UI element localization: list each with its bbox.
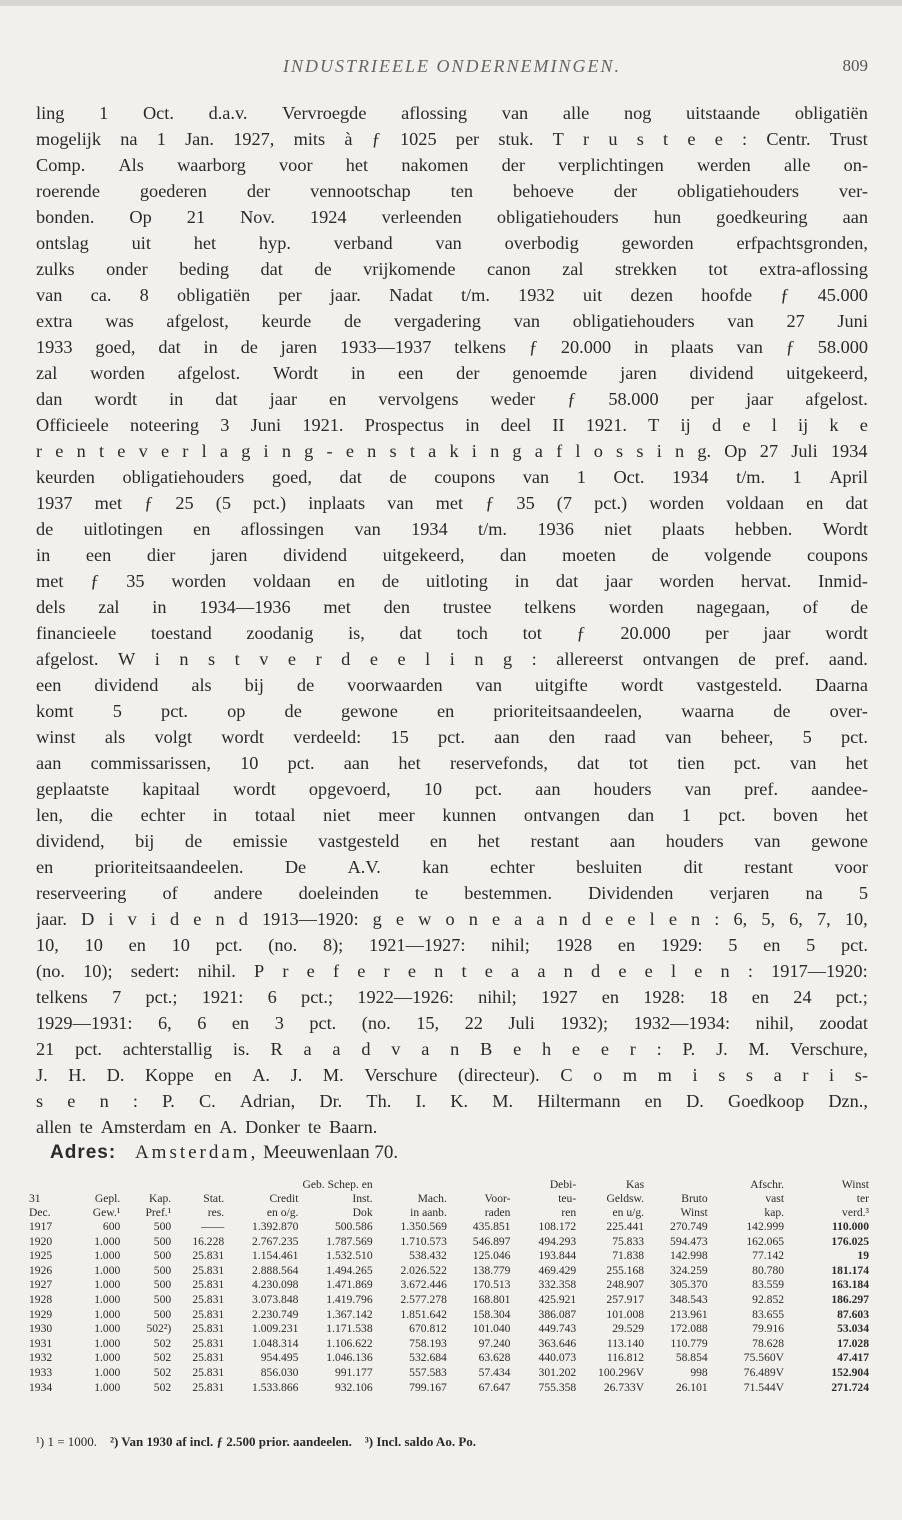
- body-line: Comp. Als waarborg voor het nakomen der verplichtingen werden alle on-: [36, 155, 868, 175]
- table-header-cell: Geb. Schep. en: [302, 1178, 373, 1191]
- table-cell: 2.230.749: [252, 1307, 299, 1321]
- table-cell: 25.831: [192, 1307, 225, 1321]
- table-cell: 670.812: [409, 1322, 447, 1336]
- table-footnotes: [36, 1434, 868, 1450]
- table-cell: 170.513: [472, 1278, 511, 1292]
- table-cell: 500: [153, 1263, 172, 1277]
- body-line: Officieele noteering 3 Juni 1921. Prospectus in deel II 1921. T ij d e l ij k e: [36, 415, 868, 435]
- table-cell: 79.916: [752, 1322, 785, 1336]
- body-line: reserveering of andere doeleinden te bestemmen. Dividenden verjaren na 5: [36, 883, 868, 903]
- table-cell: 271.724: [831, 1380, 869, 1394]
- table-cell: 17.028: [837, 1336, 869, 1350]
- document-page: [29, 0, 869, 1520]
- table-cell: 47.417: [837, 1351, 869, 1365]
- table-cell: 172.088: [670, 1322, 708, 1336]
- table-header-row: [28, 1192, 870, 1206]
- body-line: allen te Amsterdam en A. Donker te Baarn.: [36, 1117, 378, 1137]
- table-cell: 110.779: [670, 1336, 708, 1350]
- table-cell: 1.000: [94, 1351, 121, 1365]
- body-line: winst als volgt wordt verdeeld: 15 pct. aan den raad van beheer, 5 pct.: [36, 727, 868, 747]
- table-header-cell: [172, 1178, 225, 1192]
- table-cell: 1.000: [94, 1322, 121, 1336]
- body-line: 10, 10 en 10 pct. (no. 8); 1921—1927: nihil; 1928 en 1929: 5 en 5 pct.: [36, 935, 868, 955]
- table-cell: 1.000: [94, 1234, 121, 1248]
- table-cell: 1925: [29, 1249, 53, 1263]
- table-cell: 502: [153, 1380, 172, 1394]
- table-cell: 1.000: [94, 1380, 121, 1394]
- table-cell: 71.544V: [743, 1380, 785, 1394]
- table-cell: 142.998: [670, 1249, 708, 1263]
- body-line: een dividend als bij de voorwaarden van uitgifte wordt vastgesteld. Daarna: [36, 675, 868, 695]
- table-cell: 75.560V: [743, 1351, 785, 1365]
- table-cell: 2.767.235: [252, 1234, 299, 1248]
- table-cell: 1.009.231: [252, 1322, 299, 1336]
- table-header-cell: raden: [484, 1206, 511, 1219]
- table-header-cell: Mach.: [417, 1192, 447, 1205]
- table-cell: 1.000: [94, 1263, 121, 1277]
- table-header-cell: [374, 1178, 448, 1192]
- table-cell: 1.494.265: [326, 1263, 373, 1277]
- table-cell: 1933: [29, 1365, 53, 1379]
- table-header-cell: Voor-: [484, 1192, 511, 1205]
- table-cell: 270.749: [670, 1220, 708, 1233]
- table-cell: 1.392.870: [252, 1220, 299, 1233]
- table-header: [28, 1178, 870, 1220]
- table-cell: 29.529: [612, 1322, 645, 1336]
- body-line: in een dier jaren dividend uitgekeerd, dan moeten de volgende coupons: [36, 545, 868, 565]
- address-label: Adres:: [50, 1142, 117, 1163]
- table-header-cell: Stat.: [203, 1192, 225, 1205]
- table-cell: 991.177: [334, 1365, 373, 1379]
- table-header-row: [28, 1178, 870, 1192]
- table-row: [28, 1264, 870, 1279]
- table-row: [28, 1235, 870, 1250]
- table-cell: 557.583: [409, 1365, 447, 1379]
- table-cell: 594.473: [670, 1234, 708, 1248]
- body-line: ling 1 Oct. d.a.v. Vervroegde aflossing van alle nog uitstaande obligatiën: [36, 103, 868, 123]
- table-cell: 1927: [29, 1278, 53, 1292]
- table-cell: 500: [153, 1278, 172, 1292]
- table-cell: 1.046.136: [326, 1351, 373, 1365]
- table-cell: 168.801: [472, 1292, 511, 1306]
- table-header-cell: res.: [207, 1206, 225, 1219]
- table-cell: 26.733V: [603, 1380, 645, 1394]
- table-cell: 152.904: [831, 1365, 869, 1379]
- table-cell: 500: [153, 1234, 172, 1248]
- table-cell: 71.838: [612, 1249, 645, 1263]
- table-header-cell: Afschr.: [750, 1178, 785, 1191]
- table-cell: 932.106: [334, 1380, 373, 1394]
- table-cell: 758.193: [409, 1336, 447, 1350]
- table-header-cell: [448, 1178, 512, 1192]
- table-cell: 113.140: [606, 1336, 645, 1350]
- table-cell: 1931: [29, 1336, 53, 1350]
- table-header-cell: teu-: [558, 1192, 577, 1205]
- table-cell: 500: [153, 1307, 172, 1321]
- table-cell: 19: [857, 1249, 869, 1263]
- body-line: 21 pct. achterstallig is. R a a d v a n B e h e e r : P. J. M. Verschure,: [36, 1039, 868, 1059]
- page-number: 809: [842, 56, 868, 75]
- table-cell: 532.684: [409, 1351, 447, 1365]
- footnote-2: ²) Van 1930 af incl. ƒ 2.500 prior. aandeelen.: [110, 1434, 352, 1449]
- table-cell: 25.831: [192, 1249, 225, 1263]
- table-cell: 1.367.142: [326, 1307, 373, 1321]
- body-line: roerende goederen der vennootschap ten behoeve der obligatiehouders ver-: [36, 181, 868, 201]
- table-cell: 25.831: [192, 1351, 225, 1365]
- table-cell: 255.168: [606, 1263, 645, 1277]
- table-cell: 3.672.446: [400, 1278, 447, 1292]
- body-line: 1933 goed, dat in de jaren 1933—1937 telkens ƒ 20.000 in plaats van ƒ 58.000: [36, 337, 868, 357]
- table-header-cell: ren: [561, 1206, 577, 1219]
- table-row: [28, 1366, 870, 1381]
- table-cell: 193.844: [538, 1249, 577, 1263]
- body-line: ontslag uit het hyp. verband van overbodig geworden erfpachtsgronden,: [36, 233, 868, 253]
- table-header-cell: kap.: [764, 1206, 785, 1219]
- table-cell: 1.000: [94, 1278, 121, 1292]
- table-cell: 500: [153, 1292, 172, 1306]
- table-cell: 83.655: [752, 1307, 785, 1321]
- table-header-cell: [645, 1178, 709, 1192]
- table-header-cell: Kas: [626, 1178, 645, 1191]
- table-cell: 1929: [29, 1307, 53, 1321]
- body-line: van ca. 8 obligatiën per jaar. Nadat t/m. 1932 uit dezen hoofde ƒ 45.000: [36, 285, 868, 305]
- body-line: afgelost. W i n s t v e r d e e l i n g : allereerst ontvangen de pref. aand.: [36, 649, 868, 669]
- table-cell: 176.025: [831, 1234, 869, 1248]
- table-header-cell: Inst.: [352, 1192, 373, 1205]
- table-cell: 538.432: [409, 1249, 447, 1263]
- table-cell: 181.174: [831, 1263, 869, 1277]
- table-cell: 57.434: [478, 1365, 511, 1379]
- table-header-cell: in aanb.: [410, 1206, 447, 1219]
- table-header-cell: 31: [29, 1192, 41, 1205]
- table-cell: 1.419.796: [326, 1292, 373, 1306]
- table-cell: 142.999: [746, 1220, 785, 1233]
- table-row: [28, 1249, 870, 1264]
- table-cell: 25.831: [192, 1365, 225, 1379]
- running-title: INDUSTRIEELE ONDERNEMINGEN.: [283, 56, 621, 76]
- table-cell: 1928: [29, 1292, 53, 1306]
- table-cell: 163.184: [831, 1278, 869, 1292]
- table-header-cell: Geldsw.: [606, 1192, 645, 1205]
- body-line: 1937 met ƒ 25 (5 pct.) inplaats van met ƒ 35 (7 pct.) worden voldaan en dat: [36, 493, 868, 513]
- body-line: de uitlotingen en aflossingen van 1934 t/m. 1936 niet plaats hebben. Wordt: [36, 519, 868, 539]
- table-cell: 1.851.642: [400, 1307, 447, 1321]
- table-cell: 1.171.538: [326, 1322, 373, 1336]
- table-cell: 324.259: [670, 1263, 708, 1277]
- table-row: [28, 1351, 870, 1366]
- table-cell: 1.532.510: [326, 1249, 373, 1263]
- table-header-cell: en o/g.: [266, 1206, 299, 1219]
- table-cell: 500.586: [334, 1220, 373, 1233]
- table-cell: 97.240: [478, 1336, 511, 1350]
- body-line: en prioriteitsaandeelen. De A.V. kan echter besluiten dit restant voor: [36, 857, 868, 877]
- body-line: telkens 7 pct.; 1921: 6 pct.; 1922—1926: nihil; 1927 en 1928: 18 en 24 pct.;: [36, 987, 868, 1007]
- body-line: met ƒ 35 worden voldaan en de uitloting in dat jaar worden hervat. Inmid-: [36, 571, 868, 591]
- table-header-cell: Kap.: [148, 1192, 172, 1205]
- table-cell: 755.358: [538, 1380, 577, 1394]
- table-cell: 1.533.866: [252, 1380, 299, 1394]
- table-cell: ——: [201, 1220, 225, 1233]
- table-cell: 1920: [29, 1234, 53, 1248]
- table-cell: 494.293: [538, 1234, 577, 1248]
- table-cell: 502: [153, 1351, 172, 1365]
- table-cell: 1.048.314: [252, 1336, 299, 1350]
- table-header-cell: Dok: [352, 1206, 373, 1219]
- table-cell: 2.026.522: [400, 1263, 447, 1277]
- table-body: [28, 1220, 870, 1395]
- address-street: Meeuwenlaan 70.: [263, 1142, 399, 1163]
- table-cell: 1.710.573: [400, 1234, 447, 1248]
- table-row: [28, 1220, 870, 1235]
- table-cell: 1932: [29, 1351, 53, 1365]
- table-cell: 4.230.098: [252, 1278, 299, 1292]
- body-line: (no. 10); sedert: nihil. P r e f e r e n t e a a n d e e l e n : 1917—1920:: [36, 961, 868, 981]
- table-cell: 799.167: [409, 1380, 447, 1394]
- table-header-cell: [121, 1178, 172, 1192]
- table-cell: 87.603: [837, 1307, 869, 1321]
- table-cell: 856.030: [260, 1365, 299, 1379]
- table-cell: 1930: [29, 1322, 53, 1336]
- table-cell: 1.787.569: [326, 1234, 373, 1248]
- table-cell: 108.172: [538, 1220, 577, 1233]
- table-cell: 435.851: [472, 1220, 511, 1233]
- table-cell: 25.831: [192, 1336, 225, 1350]
- table-cell: 25.831: [192, 1322, 225, 1336]
- table-header-cell: Winst: [680, 1206, 708, 1219]
- footnote-1: ¹) 1 = 1000.: [36, 1434, 98, 1449]
- table-cell: 2.888.564: [252, 1263, 299, 1277]
- financial-table-wrap: [28, 1178, 870, 1395]
- table-cell: 1.000: [94, 1307, 121, 1321]
- body-line: s e n : P. C. Adrian, Dr. Th. I. K. M. Hiltermann en D. Goedkoop Dzn.,: [36, 1091, 868, 1111]
- table-cell: 225.441: [606, 1220, 645, 1233]
- table-cell: 500: [153, 1220, 172, 1233]
- table-cell: 63.628: [478, 1351, 511, 1365]
- financial-table: [28, 1178, 870, 1395]
- table-header-cell: en u/g.: [612, 1206, 645, 1219]
- body-line: extra was afgelost, keurde de vergadering van obligatiehouders van 27 Juni: [36, 311, 868, 331]
- table-header-cell: Credit: [269, 1192, 299, 1205]
- body-line: keurden obligatiehouders goed, dat de coupons van 1 Oct. 1934 t/m. 1 April: [36, 467, 868, 487]
- table-row: [28, 1293, 870, 1308]
- table-cell: 1926: [29, 1263, 53, 1277]
- table-cell: 67.647: [478, 1380, 511, 1394]
- table-cell: 1.471.869: [326, 1278, 373, 1292]
- table-cell: 600: [102, 1220, 121, 1233]
- table-cell: 386.087: [538, 1307, 577, 1321]
- table-cell: 363.646: [538, 1336, 577, 1350]
- table-cell: 305.370: [670, 1278, 708, 1292]
- body-text: [36, 100, 868, 1140]
- table-cell: 125.046: [472, 1249, 511, 1263]
- body-line: geplaatste kapitaal wordt opgevoerd, 10 pct. aan houders van pref. aandee-: [36, 779, 868, 799]
- table-cell: 998: [690, 1365, 708, 1379]
- table-cell: 25.831: [192, 1263, 225, 1277]
- table-header-cell: [28, 1178, 70, 1192]
- table-cell: 502²): [146, 1322, 172, 1336]
- body-line: len, die echter in totaal niet meer kunnen ontvangen dan 1 pct. boven het: [36, 805, 868, 825]
- table-cell: 1.000: [94, 1249, 121, 1263]
- page-header: [36, 56, 868, 86]
- table-cell: 138.779: [472, 1263, 511, 1277]
- table-row: [28, 1337, 870, 1352]
- table-cell: 213.961: [670, 1307, 708, 1321]
- body-line: J. H. D. Koppe en A. J. M. Verschure (directeur). C o m m i s s a r i s-: [36, 1065, 868, 1085]
- table-cell: 1.154.461: [252, 1249, 299, 1263]
- body-line: komt 5 pct. op de gewone en prioriteitsaandeelen, waarna de over-: [36, 701, 868, 721]
- table-cell: 16.228: [192, 1234, 225, 1248]
- table-cell: 25.831: [192, 1380, 225, 1394]
- table-header-cell: Gepl.: [94, 1192, 121, 1205]
- table-cell: 101.008: [606, 1307, 645, 1321]
- table-row: [28, 1278, 870, 1293]
- table-cell: 449.743: [538, 1322, 577, 1336]
- table-cell: 954.495: [260, 1351, 299, 1365]
- table-cell: 332.358: [538, 1278, 577, 1292]
- table-cell: 186.297: [831, 1292, 869, 1306]
- table-cell: 58.854: [675, 1351, 708, 1365]
- table-cell: 100.296V: [598, 1365, 645, 1379]
- table-cell: 25.831: [192, 1292, 225, 1306]
- table-cell: 2.577.278: [400, 1292, 447, 1306]
- table-header-cell: verd.³: [842, 1206, 869, 1219]
- body-line: 1929—1931: 6, 6 en 3 pct. (no. 15, 22 Juli 1932); 1932—1934: nihil, zoodat: [36, 1013, 868, 1033]
- body-line: mogelijk na 1 Jan. 1927, mits à ƒ 1025 per stuk. T r u s t e e : Centr. Trust: [36, 129, 868, 149]
- table-cell: 116.812: [606, 1351, 645, 1365]
- footnote-3: ³) Incl. saldo Ao. Po.: [364, 1434, 477, 1449]
- table-cell: 469.429: [538, 1263, 577, 1277]
- table-cell: 101.040: [472, 1322, 511, 1336]
- table-cell: 1917: [29, 1220, 53, 1233]
- address-city: Amsterdam,: [134, 1142, 259, 1163]
- table-cell: 53.034: [837, 1322, 869, 1336]
- table-row: [28, 1308, 870, 1323]
- table-header-cell: Gew.¹: [92, 1206, 121, 1219]
- table-header-cell: Dec.: [29, 1206, 51, 1219]
- table-cell: 76.489V: [743, 1365, 785, 1379]
- table-cell: 257.917: [606, 1292, 645, 1306]
- body-line: jaar. D i v i d e n d 1913—1920: g e w o n e a a n d e e l e n : 6, 5, 6, 7, 10,: [36, 909, 868, 929]
- table-cell: 77.142: [752, 1249, 785, 1263]
- table-row: [28, 1322, 870, 1337]
- table-cell: 301.202: [538, 1365, 577, 1379]
- table-header-cell: Debi-: [549, 1178, 577, 1191]
- table-cell: 500: [153, 1249, 172, 1263]
- table-cell: 425.921: [538, 1292, 577, 1306]
- table-cell: 1.350.569: [400, 1220, 447, 1233]
- table-cell: 75.833: [612, 1234, 645, 1248]
- table-cell: 248.907: [606, 1278, 645, 1292]
- table-cell: 158.304: [472, 1307, 511, 1321]
- table-cell: 1.106.622: [326, 1336, 373, 1350]
- table-header-cell: [70, 1178, 121, 1192]
- table-cell: 502: [153, 1365, 172, 1379]
- table-cell: 80.780: [752, 1263, 785, 1277]
- body-line: zulks onder beding dat de vrijkomende canon zal strekken tot extra-aflossing: [36, 259, 868, 279]
- table-cell: 440.073: [538, 1351, 577, 1365]
- table-cell: 546.897: [472, 1234, 511, 1248]
- table-cell: 502: [153, 1336, 172, 1350]
- table-cell: 110.000: [831, 1220, 869, 1233]
- table-header-row: [28, 1206, 870, 1220]
- body-line: dividend, bij de emissie vastgesteld en het restant aan houders van gewone: [36, 831, 868, 851]
- table-cell: 348.543: [670, 1292, 708, 1306]
- table-header-cell: ter: [856, 1192, 869, 1205]
- table-cell: 3.073.848: [252, 1292, 299, 1306]
- table-header-cell: [225, 1178, 299, 1192]
- table-cell: 1.000: [94, 1292, 121, 1306]
- body-line: aan commissarissen, 10 pct. aan het reservefonds, dat tot tien pct. van het: [36, 753, 868, 773]
- table-cell: 1.000: [94, 1336, 121, 1350]
- body-line: financieele toestand zoodanig is, dat toch tot ƒ 20.000 per jaar wordt: [36, 623, 868, 643]
- table-header-cell: Bruto: [681, 1192, 708, 1205]
- body-line: zal worden afgelost. Wordt in een der genoemde jaren dividend uitgekeerd,: [36, 363, 868, 383]
- address-line: [50, 1142, 868, 1172]
- table-cell: 26.101: [675, 1380, 708, 1394]
- table-header-cell: Winst: [841, 1178, 869, 1191]
- body-line: bonden. Op 21 Nov. 1924 verleenden obligatiehouders hun goedkeuring aan: [36, 207, 868, 227]
- table-header-cell: vast: [765, 1192, 785, 1205]
- table-cell: 78.628: [752, 1336, 785, 1350]
- table-cell: 25.831: [192, 1278, 225, 1292]
- table-row: [28, 1381, 870, 1396]
- table-cell: 1.000: [94, 1365, 121, 1379]
- table-cell: 83.559: [752, 1278, 785, 1292]
- table-header-cell: Pref.¹: [145, 1206, 172, 1219]
- body-line: r e n t e v e r l a g i n g - e n s t a k i n g a f l o s s i n g. Op 27 Juli 1934: [36, 441, 868, 461]
- table-cell: 1934: [29, 1380, 53, 1394]
- table-cell: 162.065: [746, 1234, 785, 1248]
- body-line: dan wordt in dat jaar en vervolgens weder ƒ 58.000 per jaar afgelost.: [36, 389, 868, 409]
- table-cell: 92.852: [752, 1292, 785, 1306]
- body-line: dels zal in 1934—1936 met den trustee telkens worden nagegaan, of de: [36, 597, 868, 617]
